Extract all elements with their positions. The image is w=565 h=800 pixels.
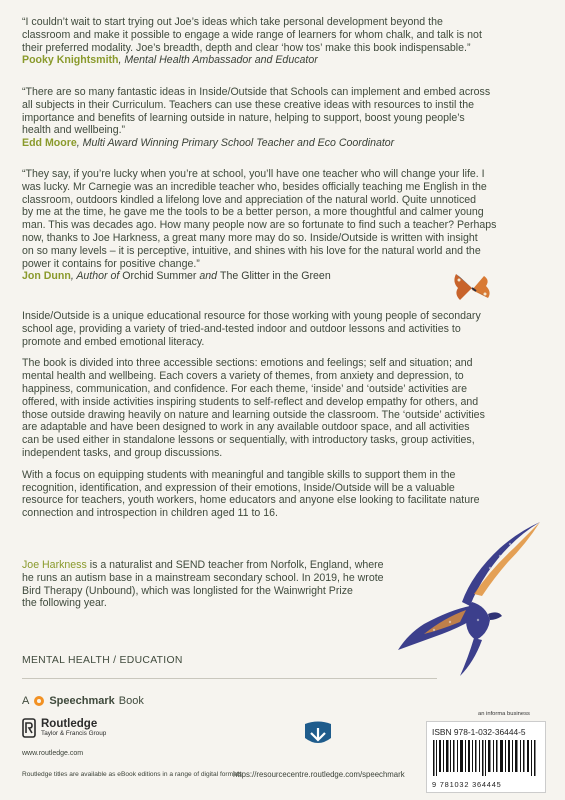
quote-attribution: Pooky Knightsmith, Mental Health Ambassador and Educator (22, 54, 318, 67)
routledge-logo: Routledge Taylor & Francis Group (22, 718, 106, 738)
book-description (22, 310, 544, 520)
quote-text: “They say, if you’re lucky when you’re at school, you’ll have one teacher who will change your life. I was lucky. Mr Carnegie was an incredible teacher who, besides officially teaching me English in the classroom, outdoors kindled a lifelong love and appreciation of the natural world. Quite unnoticed by me at the time, he gave me the tools to be a better person, a more thoughtful and calmer young man. This was decades ago. How many people now are so fortunate to find such a teacher? Perhaps now, thanks to Joe Harkness, a great many more may do so. Inside/Outside is written with insight on so many levels – it is perceptive, intuitive, and shines with his love for the natural world and the power it contains for positive change.” (22, 168, 497, 270)
author-bio: Joe Harkness is a naturalist and SEND teacher from Norfolk, England, where he runs an autism base in a mainstream secondary school. In 2019, he wrote Bird Therapy (Unbound), which was longlisted for the Wainwright Prize the following year. (22, 559, 384, 610)
quote-attribution: Edd Moore, Multi Award Winning Primary School Teacher and Eco Coordinator (22, 137, 395, 150)
barcode-number: 9 781032 364445 (432, 780, 502, 789)
publisher-website[interactable]: www.routledge.com (22, 750, 84, 757)
resource-centre-url[interactable]: https://resourcecentre.routledge.com/speechmark (233, 770, 405, 779)
testimonial-1 (22, 16, 544, 67)
description-paragraph-2: The book is divided into three accessible sections: emotions and feelings; self and situation; and mental health and wellbeing. Each covers a variety of themes, from anxiety and depression, to happiness, communication, and confidence. For each theme, ‘inside’ and ‘outside’ activities are offered, with inside activities inspiring students to self-reflect and develop empathy for others, and those outside drawing heavily on nature and learning outside the classroom. The ‘outside’ activities are adaptable and have been designed to work in any available outdoor space, and all activities can be used either in standalone lessons or sequentially, with introductory tasks, group activities, independent tasks, and group discussions. (22, 357, 485, 459)
speechmark-imprint: A Speechmark Book (22, 695, 144, 707)
support-material-badge-icon (301, 720, 335, 750)
testimonial-2 (22, 86, 544, 150)
category-label: MENTAL HEALTH / EDUCATION (22, 655, 183, 666)
divider (22, 678, 437, 679)
informa-tagline: an informa business (478, 711, 530, 717)
author-name: Joe Harkness (22, 559, 87, 571)
description-paragraph-1: Inside/Outside is a unique educational resource for those working with young people of secondary school age, providing a variety of tried-and-tested indoor and outdoor lessons and activities to promote and embed emotional literacy. (22, 310, 481, 348)
support-material-badge (301, 720, 335, 755)
bird-of-prey-illustration (390, 510, 550, 680)
butterfly-icon (452, 268, 494, 308)
barcode-icon (433, 740, 537, 776)
quote-text: “There are so many fantastic ideas in Inside/Outside that Schools can implement and embed across all subjects in their Curriculum. Teachers can use these creative ideas with resources to instil the importance and benefits of learning outside in nature, helping to support, boost young people’s health and wellbeing.” (22, 86, 491, 137)
description-paragraph-3: With a focus on equipping students with meaningful and tangible skills to support them in the recognition, identification, and expression of their emotions, Inside/Outside will be a valuable resource for teachers, youth workers, home educators and anyone else looking to facilitate nature connection and introspection in children aged 11 to 16. (22, 468, 480, 520)
testimonial-3 (22, 168, 544, 283)
quote-attribution: Jon Dunn, Author of Orchid Summer and The Glitter in the Green (22, 270, 331, 283)
isbn-label: ISBN 978-1-032-36444-5 (432, 727, 526, 737)
quote-text: “I couldn’t wait to start trying out Joe’s ideas which take personal development beyond the classroom and make it possible to engage a wide range of learners for whom chalk, and talk is not their preferred modality. Joe’s breadth, depth and clear ‘how tos’ make this book indispensable.” (22, 16, 482, 54)
ebook-note: Routledge titles are available as eBook editions in a range of digital formats (22, 771, 242, 778)
speechmark-logo-icon (33, 695, 45, 707)
routledge-logo-icon (22, 718, 36, 738)
